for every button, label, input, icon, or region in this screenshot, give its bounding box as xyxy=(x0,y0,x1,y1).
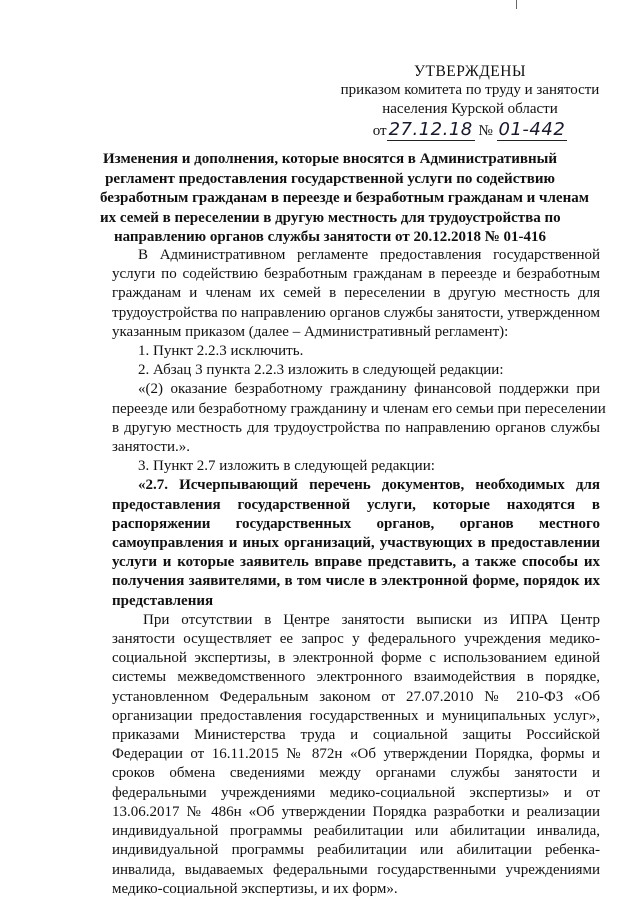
text-line: индивидуальной программы реабилитации или абилитации инвалида, xyxy=(112,823,600,840)
text-line: сроков обмена сведениями между органами службы занятости и xyxy=(112,765,600,782)
text-line: переезде или безработному гражданину и членам его семьи при переселении xyxy=(112,400,606,417)
document-title xyxy=(100,150,589,248)
title-line: регламент предоставления государственной услуги по содействию xyxy=(105,170,555,187)
text-line: индивидуальной программы реабилитации или абилитации ребенка- xyxy=(112,842,600,859)
intro-paragraph xyxy=(112,246,600,342)
item-3-body xyxy=(112,611,600,899)
text-line: гражданам и членам их семей в переселении в другую местность для xyxy=(112,285,600,302)
approval-date-line xyxy=(330,120,610,141)
handwritten-number: 01-442 xyxy=(498,119,566,140)
title-line: Изменения и дополнения, которые вносятся в Административный xyxy=(102,151,557,167)
text-line: самоуправления и иных организаций, участвующих в предоставлении xyxy=(112,535,600,552)
approval-heading: УТВЕРЖДЕНЫ xyxy=(414,63,526,80)
title-line: направлению органов службы занятости от 20.12.2018 № 01-416 xyxy=(113,229,547,246)
text-line: трудоустройства по направлению органов службы занятости, утвержденном xyxy=(112,304,600,321)
text-line: занятости осуществляет ее запрос у федерального учреждения медико- xyxy=(112,631,600,648)
approval-line-1: приказом комитета по труду и занятости xyxy=(340,82,600,98)
text-line: предоставления государственной услуги, которые находятся в xyxy=(112,496,600,513)
item-2-quote xyxy=(112,380,606,457)
item-2: 2. Абзац 3 пункта 2.2.3 изложить в следующей редакции: xyxy=(138,362,504,379)
text-line: «(2) оказание безработному гражданину финансовой поддержки при xyxy=(138,381,600,398)
text-line: услуги по содействию безработным гражданам в переезде и безработным xyxy=(112,266,600,283)
text-line: представления xyxy=(112,592,214,609)
text-line: указанным приказом (далее – Административный регламент): xyxy=(112,323,509,340)
approval-stamp-block xyxy=(330,62,610,141)
scan-edge-mark xyxy=(516,0,517,9)
item-1: 1. Пункт 2.2.3 исключить. xyxy=(138,343,304,360)
text-line: в другую местность для трудоустройства по направлению органов службы xyxy=(112,419,600,436)
text-line: системы межведомственного электронного взаимодействия в порядке, xyxy=(112,669,600,686)
text-line: При отсутствии в Центре занятости выписки из ИПРА Центр xyxy=(143,611,600,628)
text-line: организации предоставления государственных и муниципальных услуг», xyxy=(112,707,600,724)
date-prefix: от xyxy=(372,123,387,139)
item-3-heading xyxy=(112,476,600,610)
text-line: инвалида, выдаваемых федеральными государственными учреждениями xyxy=(112,861,600,878)
text-line: «2.7. Исчерпывающий перечень документов, необходимых для xyxy=(138,477,600,494)
text-line: услуги и которые заявитель вправе представить, а также способы их xyxy=(112,554,600,571)
title-line: их семей в переселении в другую местность для трудоустройства по xyxy=(100,209,561,226)
title-line: безработным гражданам в переезде и безработным гражданам и членам xyxy=(100,190,589,207)
text-line: установленном Федеральным законом от 27.07.2010 № 210-ФЗ «Об xyxy=(112,688,600,705)
text-line: социальной экспертизы, в электронной форме с использованием единой xyxy=(112,650,600,667)
text-line: медико-социальной экспертизы, и их форм». xyxy=(112,880,398,897)
document-body xyxy=(112,246,606,899)
approval-line-2: населения Курской области xyxy=(382,101,558,117)
text-line: Федерации от 16.11.2015 № 872н «Об утверждении Порядка, формы и xyxy=(112,746,600,763)
text-line: В Административном регламенте предоставления государственной xyxy=(138,247,600,263)
text-line: федеральными учреждениями медико-социальной экспертизы» и от xyxy=(112,784,600,801)
text-line: 13.06.2017 № 486н «Об утверждении Порядка разработки и реализации xyxy=(112,803,600,820)
text-line: приказами Министерства труда и социальной защиты Российской xyxy=(112,727,600,744)
text-line: распоряжении государственных органов, органов местного xyxy=(112,515,600,532)
number-prefix: № xyxy=(478,123,493,139)
text-line: получения заявителями, в том числе в электронной форме, порядок их xyxy=(112,573,600,590)
item-3: 3. Пункт 2.7 изложить в следующей редакции: xyxy=(138,458,435,475)
handwritten-date: 27.12.18 xyxy=(388,119,473,140)
text-line: занятости.». xyxy=(112,439,190,456)
